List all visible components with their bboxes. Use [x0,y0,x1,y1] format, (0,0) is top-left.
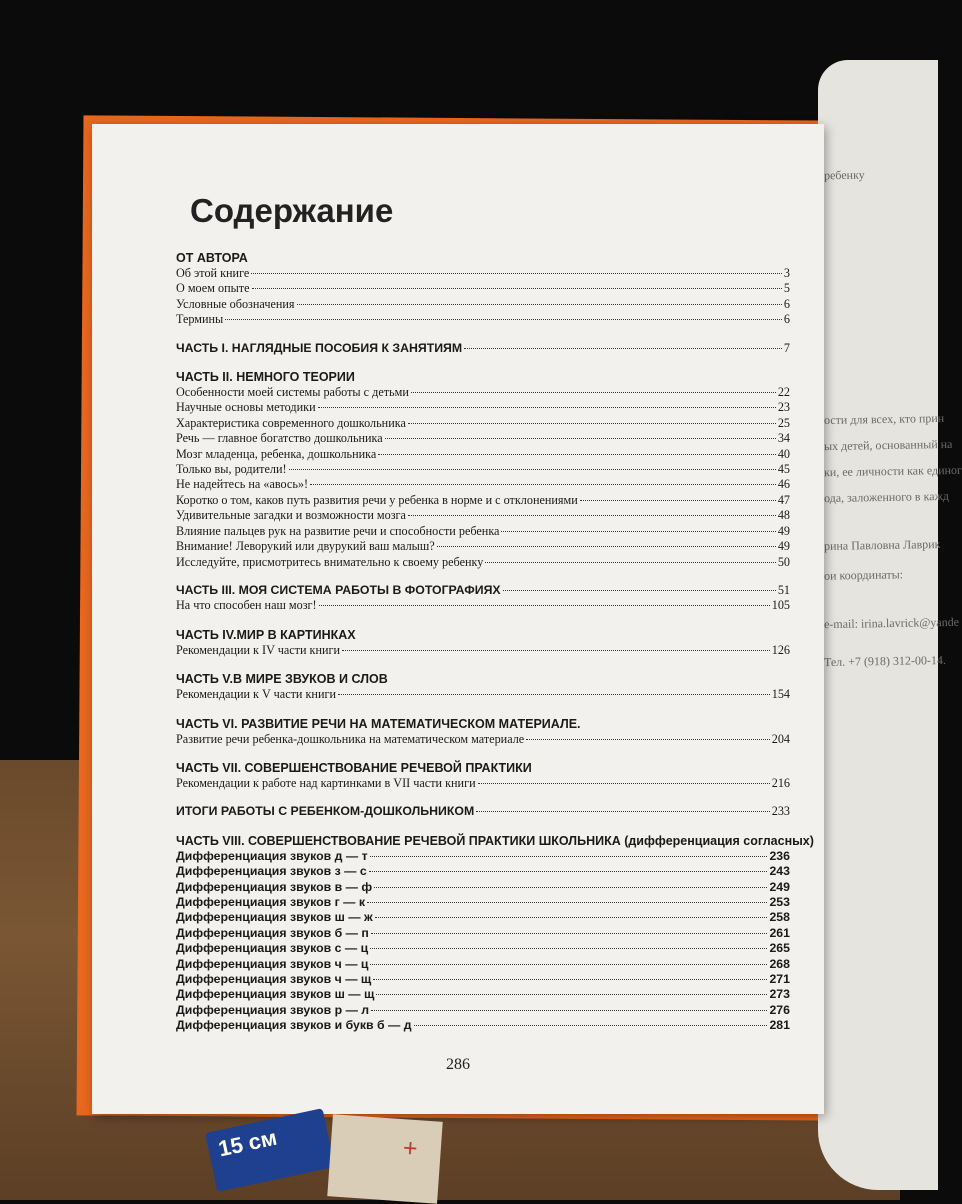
page-number: 286 [446,1056,470,1073]
toc-entry [176,508,790,523]
dot-leader [378,454,776,455]
toc-entry-label: Коротко о том, каков путь развития речи у ребенка в норме и с отклонениями [176,492,578,507]
toc-entry-label: Дифференциация звуков д — т [176,848,368,863]
toc-entry [176,880,790,895]
dot-leader [342,650,770,651]
dot-leader [371,933,768,934]
toc-entry-page: 204 [771,731,790,746]
toc-entry-label: Дифференциация звуков з — с [176,864,367,879]
toc-entry-label: Речь — главное богатство дошкольника [176,431,383,446]
toc-entry-label: О моем опыте [176,281,250,296]
toc-entry-label: На что способен наш мозг! [176,598,317,613]
facing-page-line: ребенку [823,167,865,183]
section-title: ЧАСТЬ IV.МИР В КАРТИНКАХ [176,627,356,642]
toc-entry [176,297,790,312]
dot-leader [464,348,782,349]
dot-leader [478,783,770,784]
facing-page-line: ои координаты: [823,567,904,583]
toc-entry [176,941,790,956]
toc-entry-page: 258 [769,910,790,925]
toc-entry [176,972,790,987]
toc-entry [176,598,790,613]
toc-entry [176,643,790,658]
toc-entry-page: 45 [777,462,790,477]
toc-entry [176,462,790,477]
toc-entry-label: Дифференциация звуков б — п [176,925,369,940]
dot-leader [318,407,776,408]
section-gap [176,747,790,760]
toc-entry-page: 271 [769,972,790,986]
toc-entry-page: 23 [777,400,790,415]
toc-entry-page: 5 [783,281,790,296]
dot-leader [374,887,767,888]
section-title: ЧАСТЬ VI. РАЗВИТИЕ РЕЧИ НА МАТЕМАТИЧЕСКОМ МАТЕРИАЛЕ. [176,716,581,731]
dot-leader [376,994,767,995]
table-of-contents [176,250,814,1034]
toc-entry-label: Рекомендации к работе над картинками в VII части книги [176,775,476,790]
toc-entry-page: 51 [777,582,790,597]
toc-entry-label: Влияние пальцев рук на развитие речи и способности ребенка [176,523,500,538]
dot-leader [385,438,776,439]
toc-entry-label: Дифференциация звуков ш — щ [176,987,375,1002]
toc-entry-label: Исследуйте, присмотритесь внимательно к своему ребенку [176,554,484,569]
facing-page [818,60,962,1190]
toc-entry-label: Дифференциация звуков ч — ц [176,956,369,971]
dot-leader [367,902,767,903]
section-gap [176,614,790,627]
toc-entry-label: Внимание! Леворукий или двурукий ваш малыш? [176,539,435,554]
toc-entry [176,1018,790,1033]
toc-entry-page: 46 [777,477,790,492]
section-gap [176,570,790,583]
facing-page-line: ости для всех, кто прин [823,410,945,428]
toc-entry-page: 50 [777,554,790,569]
sticker-label: 15 см [216,1124,280,1162]
toc-entry-page: 3 [783,266,790,280]
dot-leader [411,392,776,393]
toc-entry-label: Дифференциация звуков ч — щ [176,972,372,986]
dot-leader [371,1010,767,1011]
toc-entry-page: 49 [777,539,790,554]
book-page [92,124,824,1114]
toc-entry-label: Дифференциация звуков с — ц [176,941,369,956]
dot-leader [225,319,782,320]
toc-entry-label: Характеристика современного дошкольника [176,415,406,430]
toc-entry [176,281,790,296]
section-title-entry [176,804,790,819]
dot-leader [414,1025,768,1026]
toc-entry [176,385,790,400]
toc-entry [176,416,790,431]
toc-entry-page: 7 [783,340,790,355]
section-title: ЧАСТЬ VIII. СОВЕРШЕНСТВОВАНИЕ РЕЧЕВОЙ ПРАКТИКИ ШКОЛЬНИКА (дифференциация согласных) [176,833,814,848]
toc-entry-label: Дифференциация звуков г — к [176,894,366,909]
toc-entry [176,524,790,539]
section-gap [176,658,790,671]
toc-entry-page: 261 [769,925,790,940]
dot-leader [289,469,776,470]
facing-page-line: ода, заложенного в кажд [823,488,950,506]
section-title: ЧАСТЬ V.В МИРЕ ЗВУКОВ И СЛОВ [176,672,388,687]
toc-entry-label: Дифференциация звуков в — ф [176,879,373,894]
section-gap [176,791,790,804]
toc-entry-page: 105 [771,598,790,613]
facing-page-line: рина Павловна Лаврик [823,536,941,554]
dot-leader [252,288,782,289]
dot-leader [580,500,776,501]
section-gap [176,703,790,716]
section-title: ЧАСТЬ II. НЕМНОГО ТЕОРИИ [176,370,355,385]
toc-entry [176,732,790,747]
section-gap [176,820,790,833]
dot-leader [310,484,776,485]
toc-entry-page: 236 [769,848,790,863]
toc-entry-page: 253 [769,894,790,909]
toc-entry [176,864,790,879]
toc-entry-label: Дифференциация звуков и букв б — д [176,1018,412,1033]
toc-entry-page: 265 [769,941,790,956]
toc-entry-page: 49 [777,523,790,538]
toc-entry-label: Мозг младенца, ребенка, дошкольника [176,446,377,461]
dot-leader [375,917,768,918]
toc-entry-label: Дифференциация звуков ш — ж [176,910,373,925]
toc-entry [176,539,790,554]
dot-leader [319,605,770,606]
toc-entry-label: Рекомендации к V части книги [176,687,336,702]
plus-icon: + [401,1133,419,1164]
dot-leader [370,948,767,949]
toc-entry-page: 273 [769,987,790,1002]
dot-leader [251,273,782,274]
toc-entry [176,987,790,1002]
toc-entry-label: ЧАСТЬ I. НАГЛЯДНЫЕ ПОСОБИЯ К ЗАНЯТИЯМ [176,340,463,355]
dot-leader [369,871,768,872]
toc-entry-page: 126 [771,642,790,657]
dot-leader [408,515,776,516]
toc-entry-page: 6 [783,296,790,311]
toc-entry-label: Только вы, родители! [176,462,287,477]
dot-leader [338,694,770,695]
toc-entry [176,400,790,415]
dot-leader [370,964,767,965]
toc-entry-page: 25 [777,415,790,430]
toc-entry-page: 40 [777,446,790,461]
toc-entry [176,687,790,702]
section-title: ЧАСТЬ VII. СОВЕРШЕНСТВОВАНИЕ РЕЧЕВОЙ ПРАКТИКИ [176,760,532,775]
dot-leader [437,546,776,547]
section-title-entry [176,341,790,356]
dot-leader [501,531,775,532]
toc-entry-label: Об этой книге [176,266,250,280]
toc-entry [176,957,790,972]
dot-leader [373,979,767,980]
section-title: ОТ АВТОРА [176,251,248,265]
toc-entry [176,776,790,791]
toc-entry [176,431,790,446]
toc-entry-label: Условные обозначения [176,296,295,311]
facing-page-line: e-mail: irina.lavrick@yande [823,614,960,632]
toc-entry-page: 6 [783,312,790,327]
dot-leader [370,856,768,857]
toc-entry [176,493,790,508]
section-gap [176,356,790,369]
toc-entry-label: Особенности моей системы работы с детьми [176,385,409,400]
dot-leader [476,811,770,812]
toc-entry-label: Рекомендации к IV части книги [176,642,341,657]
toc-entry-page: 281 [769,1018,790,1033]
bookmark [327,1114,442,1203]
toc-entry-label: ИТОГИ РАБОТЫ С РЕБЕНКОМ-ДОШКОЛЬНИКОМ [176,804,475,819]
page-title: Содержание [190,192,394,229]
dot-leader [503,590,776,591]
toc-entry [176,910,790,925]
toc-entry-page: 276 [769,1002,790,1017]
toc-entry [176,312,790,327]
toc-entry-page: 47 [777,492,790,507]
facing-page-line: ки, ее личности как единог [823,462,962,480]
toc-entry-label: Удивительные загадки и возможности мозга [176,508,406,523]
toc-entry [176,849,790,864]
toc-entry-page: 233 [771,804,790,819]
toc-entry-page: 268 [769,956,790,971]
toc-entry-page: 216 [771,775,790,790]
toc-entry-page: 154 [771,687,790,702]
toc-entry [176,555,790,570]
toc-entry-page: 249 [769,879,790,894]
dot-leader [408,423,776,424]
toc-entry [176,926,790,941]
section-title-entry [176,583,790,598]
toc-entry [176,1003,790,1018]
toc-entry-label: ЧАСТЬ III. МОЯ СИСТЕМА РАБОТЫ В ФОТОГРАФИЯХ [176,582,501,597]
toc-entry-label: Термины [176,312,224,327]
toc-entry-page: 48 [777,508,790,523]
dot-leader [485,562,775,563]
facing-page-line: ых детей, основанный на [823,436,953,454]
toc-entry [176,895,790,910]
section-gap [176,328,790,341]
dot-leader [297,304,782,305]
toc-entry [176,266,790,281]
facing-page-line: Тел. +7 (918) 312-00-14. [823,652,947,670]
dot-leader [526,739,770,740]
toc-entry-page: 22 [777,385,790,400]
toc-entry-page: 243 [769,864,790,879]
toc-entry-label: Дифференциация звуков р — л [176,1002,370,1017]
toc-entry-label: Не надейтесь на «авось»! [176,477,309,492]
toc-entry-label: Научные основы методики [176,400,316,415]
toc-entry-page: 34 [777,431,790,446]
toc-entry-label: Развитие речи ребенка-дошкольника на математическом материале [176,731,525,746]
toc-entry [176,447,790,462]
toc-entry [176,477,790,492]
